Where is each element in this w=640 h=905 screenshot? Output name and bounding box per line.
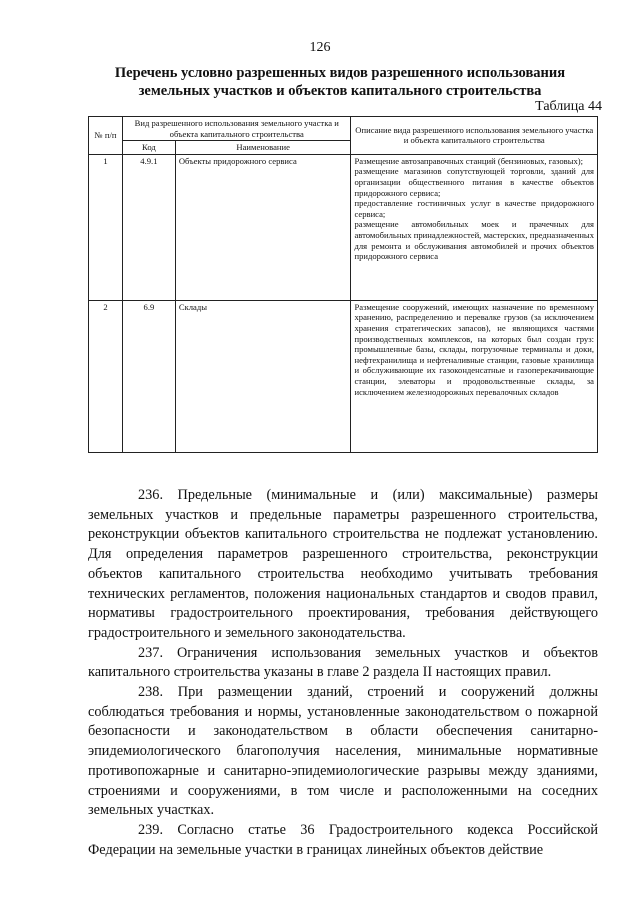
paragraph-239: 239. Согласно статье 36 Градостроительного кодекса Российской Федерации на земельные участки в границах линейных объектов действие: [88, 821, 598, 858]
header-group: Вид разрешенного использования земельного участка и объекта капитального строительства: [122, 117, 351, 141]
title-line-1: Перечень условно разрешенных видов разрешенного использования: [114, 65, 566, 81]
permitted-use-table: [88, 116, 598, 453]
table-header-row: [89, 117, 598, 141]
row-name: Склады: [175, 300, 351, 452]
title-line-2: земельных участков и объектов капитального строительства: [138, 83, 542, 99]
description-line: предоставление гостиничных услуг в качестве придорожного сервиса;: [354, 198, 594, 219]
description-line: Размещение автозаправочных станций (бензиновых, газовых);: [354, 155, 584, 166]
row-description: [351, 154, 598, 300]
header-num: № п/п: [89, 117, 123, 155]
header-description: Описание вида разрешенного использования земельного участка и объекта капитального строительства: [351, 117, 598, 155]
table-row: [89, 300, 598, 452]
body-text: [88, 486, 598, 860]
paragraph-237: 237. Ограничения использования земельных участков и объектов капитального строительства указаны в главе 2 раздела II настоящих правил.: [88, 644, 598, 681]
document-title: [70, 64, 610, 100]
header-name: Наименование: [175, 141, 351, 155]
row-code: 4.9.1: [122, 154, 175, 300]
row-description: [351, 300, 598, 452]
header-code: Код: [122, 141, 175, 155]
row-code: 6.9: [122, 300, 175, 452]
description-line: Размещение сооружений, имеющих назначение по временному хранению, распределению и перевалке грузов (за исключением хранения стратегических запасов), не являющихся частями производственных комплексов, на которых был создан груз: промышленные базы, склады, погрузочные терминалы и доки, нефтехранилища и нефтеналивные станции, газовые хранилища и обслуживающие их газоконденсатные и газоперекачивающие станции, элеваторы и продовольственные склады, за исключением железнодорожных перевалочных складов: [354, 301, 594, 397]
table-label: Таблица 44: [535, 99, 602, 114]
row-num: 2: [89, 300, 123, 452]
paragraph-238: 238. При размещении зданий, строений и сооружений должны соблюдаться требования и нормы, установленные законодательством о пожарной безопасности и законодательством в области обеспечения санитарно-эпидемиологического благополучия населения, минимальные нормативные противопожарные и санитарно-эпидемиологические разрывы между зданиями, строениями и сооружениями, в том числе и расположенными на соседних земельных участках.: [88, 684, 598, 819]
row-num: 1: [89, 154, 123, 300]
description-line: размещение магазинов сопутствующей торговли, зданий для организации общественного питания в качестве объектов придорожного сервиса;: [354, 166, 594, 198]
description-line: размещение автомобильных моек и прачечных для автомобильных принадлежностей, мастерских, предназначенных для ремонта и обслуживания автомобилей и прочих объектов придорожного сервиса: [354, 219, 594, 262]
paragraph-236: 236. Предельные (минимальные и (или) максимальные) размеры земельных участков и предельные параметры разрешенного строительства, реконструкции объектов капитального строительства не подлежат установлению. Для определения параметров разрешенного строительства, реконструкции объектов капитального строительства необходимо учитывать требования технических регламентов, положения национальных стандартов и сводов правил, нормативы градостроительного проектирования, требования действующего градостроительного и земельного законодательства.: [88, 487, 598, 641]
row-name: Объекты придорожного сервиса: [175, 154, 351, 300]
page-number: 126: [309, 40, 331, 55]
table-row: [89, 154, 598, 300]
